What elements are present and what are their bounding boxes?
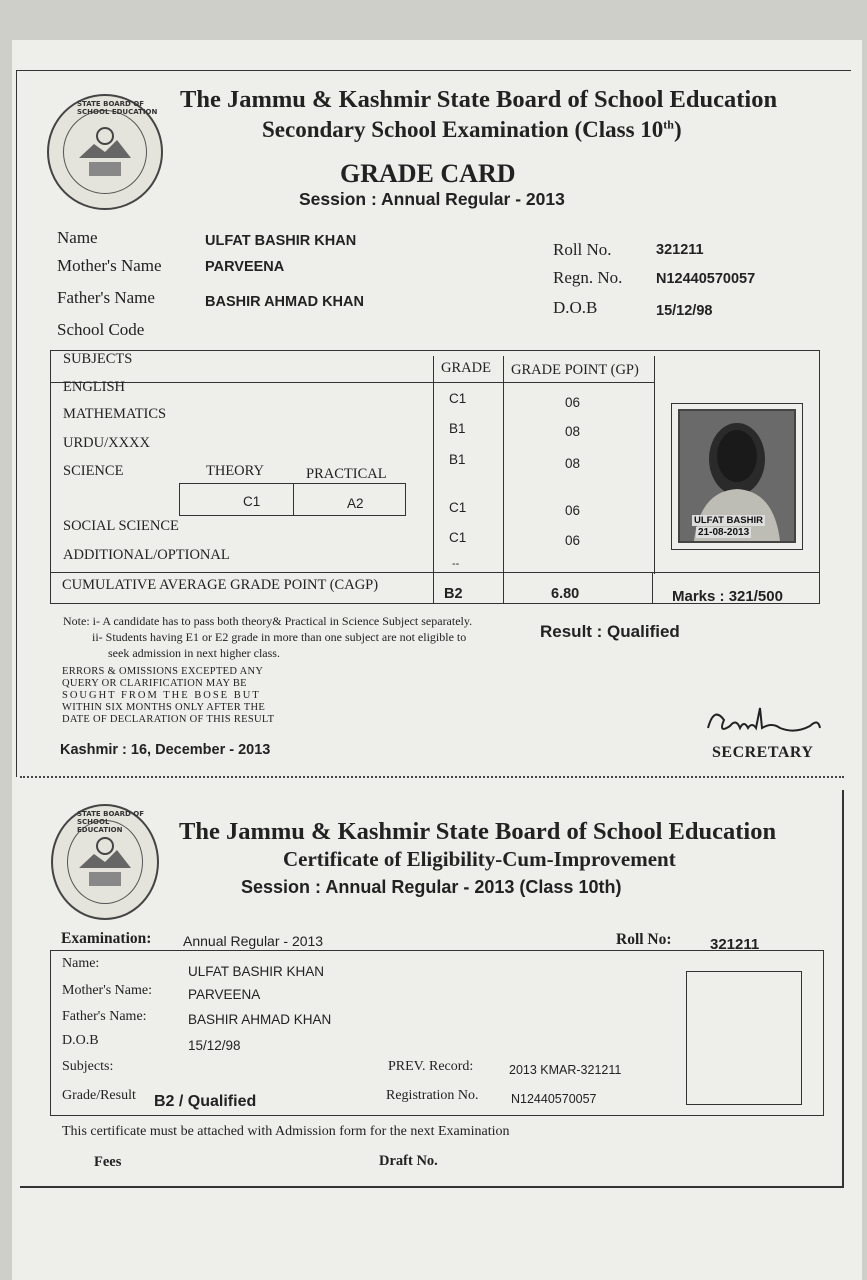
student-photo (678, 409, 796, 543)
table-row-gp: 08 (565, 424, 581, 439)
cert-grade-result-label: Grade/Result (62, 1088, 136, 1103)
place-date: Kashmir : 16, December - 2013 (60, 742, 271, 758)
cert-board-title: The Jammu & Kashmir State Board of School Education (179, 818, 777, 845)
table-row-gp: 06 (565, 395, 581, 410)
table-row-gp: 08 (565, 456, 581, 471)
table-row-subject: URDU/XXXX (63, 435, 150, 451)
cert-session: Session : Annual Regular - 2013 (Class 10th) (241, 877, 622, 897)
roll-label: Roll No. (553, 240, 612, 259)
marks-value: Marks : 321/500 (672, 588, 783, 605)
errors-line: SOUGHT FROM THE BOSE BUT (62, 690, 261, 701)
photo-stamp-name: ULFAT BASHIR (694, 515, 763, 526)
cert-grade-result-value: B2 / Qualified (154, 1093, 257, 1110)
cagp-grade: B2 (444, 586, 463, 602)
cert-bottom-border (20, 1186, 844, 1188)
cert-title: Certificate of Eligibility-Cum-Improvement (283, 847, 676, 871)
grade-card-title: GRADE CARD (340, 159, 516, 188)
cert-registration-label: Registration No. (386, 1088, 479, 1103)
note-line-3: seek admission in next higher class. (108, 646, 280, 660)
table-row-subject: ENGLISH (63, 379, 126, 395)
draft-label: Draft No. (379, 1153, 438, 1169)
mother-label: Mother's Name (57, 256, 162, 275)
cert-roll-label: Roll No: (616, 931, 672, 948)
seal-emblem-icon (53, 806, 157, 918)
cagp-value: 6.80 (551, 586, 580, 602)
table-row-gp: 06 (565, 533, 581, 548)
theory-label: THEORY (206, 463, 264, 479)
secretary-signature (700, 698, 830, 743)
note-line-2: ii- Students having E1 or E2 grade in more than one subject are not eligible to (92, 630, 467, 644)
seal-emblem-icon (49, 96, 161, 208)
board-seal-logo (47, 94, 163, 210)
practical-label: PRACTICAL (306, 466, 387, 482)
dob-label: D.O.B (553, 298, 598, 317)
name-value: ULFAT BASHIR KHAN (205, 233, 357, 249)
photo-stamp-date: 21-08-2013 (698, 527, 750, 538)
practical-grade: A2 (347, 496, 364, 511)
cert-subjects-label: Subjects: (62, 1059, 114, 1074)
cert-name-label: Name: (62, 956, 100, 971)
errors-line: WITHIN SIX MONTHS ONLY AFTER THE (62, 702, 266, 713)
table-row-grade: -- (452, 558, 460, 570)
table-row-grade: C1 (449, 391, 467, 406)
note-line-1: Note: i- A candidate has to pass both theory& Practical in Science Subject separately. (63, 614, 473, 628)
roll-value: 321211 (656, 242, 704, 258)
cert-father-value: BASHIR AHMAD KHAN (188, 1012, 332, 1027)
cert-photo-box (686, 971, 802, 1105)
exam-title: Secondary School Examination (Class 10th) (262, 117, 682, 142)
cert-footer-note: This certificate must be attached with Admission form for the next Examination (62, 1124, 510, 1139)
table-row-grade: C1 (449, 530, 467, 545)
result-text: Result : Qualified (540, 622, 680, 641)
errors-line: QUERY OR CLARIFICATION MAY BE (62, 678, 247, 689)
table-row-grade: C1 (449, 500, 467, 515)
cagp-label: CUMULATIVE AVERAGE GRADE POINT (CAGP) (62, 577, 379, 593)
table-row-subject: SCIENCE (63, 463, 124, 479)
table-row-subject: MATHEMATICS (63, 406, 167, 422)
cert-exam-value: Annual Regular - 2013 (183, 933, 324, 949)
grade-header: GRADE (441, 360, 491, 376)
table-row-grade: B1 (449, 421, 466, 436)
name-label: Name (57, 228, 98, 247)
father-value: BASHIR AHMAD KHAN (205, 294, 364, 310)
cert-name-value: ULFAT BASHIR KHAN (188, 964, 325, 979)
session-line: Session : Annual Regular - 2013 (299, 189, 565, 209)
mother-value: PARVEENA (205, 259, 285, 275)
cert-dob-label: D.O.B (62, 1033, 99, 1048)
cert-roll-value: 321211 (710, 936, 760, 953)
cut-line-divider (20, 776, 844, 778)
cert-mother-value: PARVEENA (188, 987, 261, 1002)
table-row-gp: 06 (565, 503, 581, 518)
school-code-label: School Code (57, 320, 145, 339)
regn-label: Regn. No. (553, 268, 623, 287)
theory-grade: C1 (243, 494, 261, 509)
fees-label: Fees (94, 1154, 122, 1170)
cert-exam-label: Examination: (61, 930, 152, 947)
table-row-grade: B1 (449, 452, 466, 467)
father-label: Father's Name (57, 288, 155, 307)
errors-line: DATE OF DECLARATION OF THIS RESULT (62, 714, 275, 725)
cert-prev-record-value: 2013 KMAR-321211 (509, 1063, 622, 1077)
cert-right-border (842, 790, 844, 1188)
board-title: The Jammu & Kashmir State Board of School Education (180, 86, 778, 113)
errors-line: ERRORS & OMISSIONS EXCEPTED ANY (62, 666, 264, 677)
cert-prev-record-label: PREV. Record: (388, 1059, 474, 1074)
table-row-subject: SOCIAL SCIENCE (63, 518, 179, 534)
regn-value: N12440570057 (656, 271, 756, 287)
cert-father-label: Father's Name: (62, 1009, 147, 1024)
cert-dob-value: 15/12/98 (188, 1038, 241, 1053)
gp-header: GRADE POINT (GP) (511, 362, 639, 378)
board-seal-logo (51, 804, 159, 920)
subjects-header: SUBJECTS (63, 351, 133, 367)
secretary-label: SECRETARY (712, 744, 814, 761)
table-row-subject: ADDITIONAL/OPTIONAL (63, 547, 230, 563)
cert-mother-label: Mother's Name: (62, 983, 153, 998)
dob-value: 15/12/98 (656, 303, 713, 319)
seal-ring-text: STATE BOARD OF SCHOOL EDUCATION (77, 100, 158, 116)
seal-ring-text: STATE BOARD OF SCHOOL EDUCATION (77, 810, 145, 834)
cert-registration-value: N12440570057 (511, 1092, 597, 1106)
